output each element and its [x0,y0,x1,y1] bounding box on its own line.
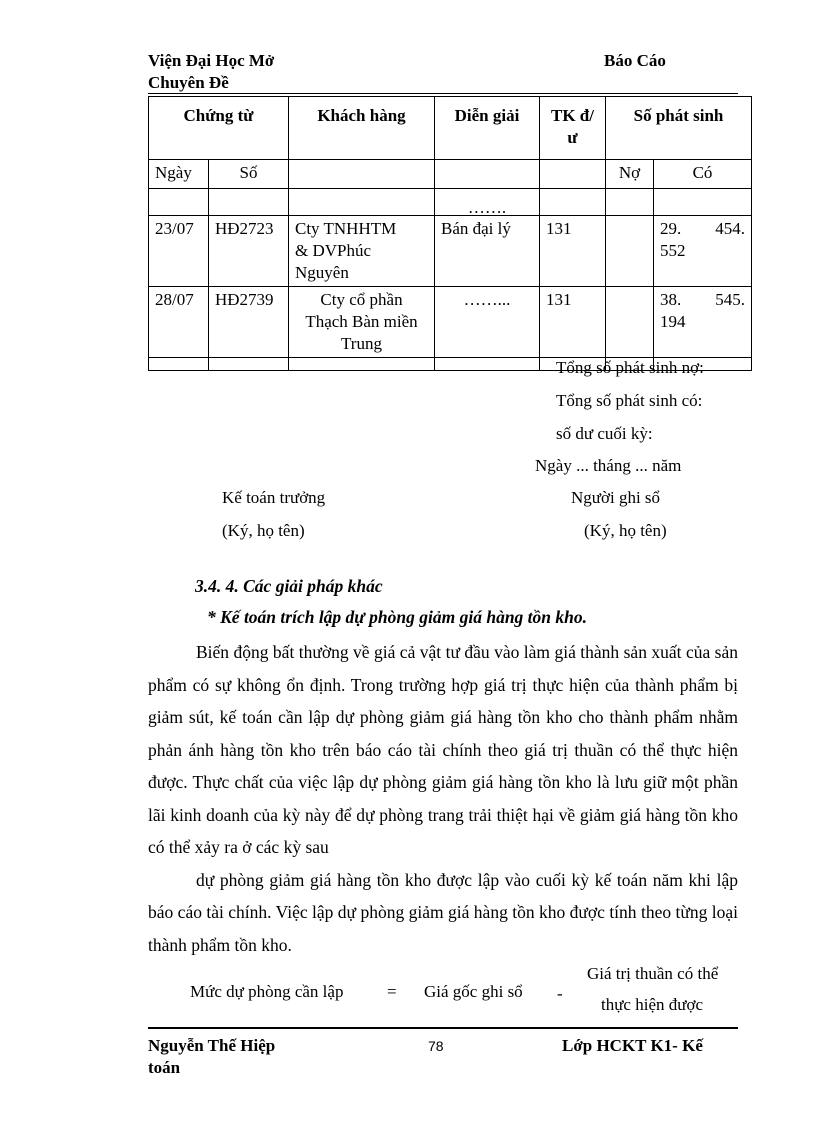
ledger-table [148,96,752,371]
row-credit-part: 454. [715,219,745,238]
row-customer [289,287,435,358]
footer-class: Lớp HCKT K1- Kế [562,1036,703,1055]
row-credit-part: 38. [660,290,682,309]
section-title: 3.4. 4. Các giải pháp khác [195,576,383,596]
row-account: 131 [540,216,606,287]
header-account-line1: TK đ/ [551,106,594,125]
row-date: 28/07 [149,287,209,358]
header-desc: Diễn giải [435,97,540,160]
row-customer-line: Trung [341,334,382,353]
row-customer-line: Nguyên [295,263,349,282]
recorder-title: Người ghi sổ [571,488,661,507]
recorder-note: (Ký, họ tên) [584,521,667,540]
formula-equals: = [387,982,397,1001]
header-report: Báo Cáo [604,51,666,70]
header-account [540,97,606,160]
table-header-row [149,97,752,160]
row-credit [654,287,752,358]
row-customer-line: Thạch Bàn miền [305,312,418,331]
row-desc: ……... [435,287,540,358]
closing-balance-label: số dư cuối kỳ: [556,424,653,443]
paragraph-2: dự phòng giảm giá hàng tồn kho được lập vào cuối kỳ kế toán năm khi lập báo cáo tài chính. Việc lập dự phòng giảm giá hàng tồn kho được tính theo từng loại thành phẩm tồn kho. [148,869,738,955]
formula-minus: - [557,984,563,1003]
row-credit-tail: 552 [660,241,686,260]
header-amount: Số phát sinh [606,97,752,160]
row-customer-line: & DVPhúc [295,241,372,260]
body-text [148,636,738,961]
row-account: 131 [540,287,606,358]
date-line: Ngày ... tháng ... năm [535,456,682,475]
row-customer-line: Cty cổ phần [320,290,403,309]
section-subtitle: * Kế toán trích lập dự phòng giảm giá hàng tồn kho. [207,607,588,627]
subheader-credit: Có [654,160,752,189]
table-row [149,216,752,287]
paragraph-1: Biến động bất thường về giá cả vật tư đầu vào làm giá thành sản xuất của sản phẩm có sự không ổn định. Trong trường hợp giá trị thực hiện của thành phẩm bị giảm sút, kế toán cần lập dự phòng giảm giá hàng tồn kho cho thành phẩm nhằm phản ánh hàng tồn kho trên báo cáo tài chính theo giá trị thuần có thể thực hiện được. Thực chất của việc lập dự phòng giảm giá hàng tồn kho là lưu giữ một phần lãi kinh doanh của kỳ này để dự phòng trang trải thiệt hại về giảm giá hàng tồn kho có thể xảy ra ở các kỳ sau [148,642,738,857]
header-customer: Khách hàng [289,97,435,160]
formula-term1: Giá gốc ghi sổ [424,982,523,1001]
table-row [149,287,752,358]
formula-term2-line1: Giá trị thuần có thể [587,964,719,983]
chief-accountant-note: (Ký, họ tên) [222,521,305,540]
header-doc: Chứng từ [149,97,289,160]
header-org-line1: Viện Đại Học Mở [148,51,275,70]
formula-term2-line2: thực hiện được [601,995,703,1014]
chief-accountant-title: Kế toán trưởng [222,488,326,507]
row-credit-part: 29. [660,219,682,238]
total-debit-label: Tổng số phát sinh nợ: [556,358,704,377]
footer-author-line1: Nguyễn Thế Hiệp [148,1036,276,1055]
header-account-line2: ư [567,128,578,147]
subheader-date: Ngày [149,160,209,189]
row-credit [654,216,752,287]
formula-lhs: Mức dự phòng cần lập [190,982,344,1001]
footer-rule [148,1027,738,1029]
spacer-desc: ……. [435,189,540,216]
row-number: HĐ2739 [209,287,289,358]
subheader-debit: Nợ [606,160,654,189]
table-subheader-row [149,160,752,189]
row-credit-part: 545. [715,290,745,309]
total-credit-label: Tổng số phát sinh có: [556,391,703,410]
row-debit [606,287,654,358]
footer-author-line2: toán [148,1058,181,1077]
row-customer-line: Cty TNHHTM [295,219,397,238]
header-rule [148,93,738,94]
subheader-number: Số [209,160,289,189]
page-number: 78 [428,1038,444,1054]
row-customer [289,216,435,287]
row-date: 23/07 [149,216,209,287]
row-debit [606,216,654,287]
header-org-line2: Chuyên Đề [148,73,229,92]
row-desc: Bán đại lý [435,216,540,287]
row-number: HĐ2723 [209,216,289,287]
table-spacer-row [149,189,752,216]
row-credit-tail: 194 [660,312,686,331]
